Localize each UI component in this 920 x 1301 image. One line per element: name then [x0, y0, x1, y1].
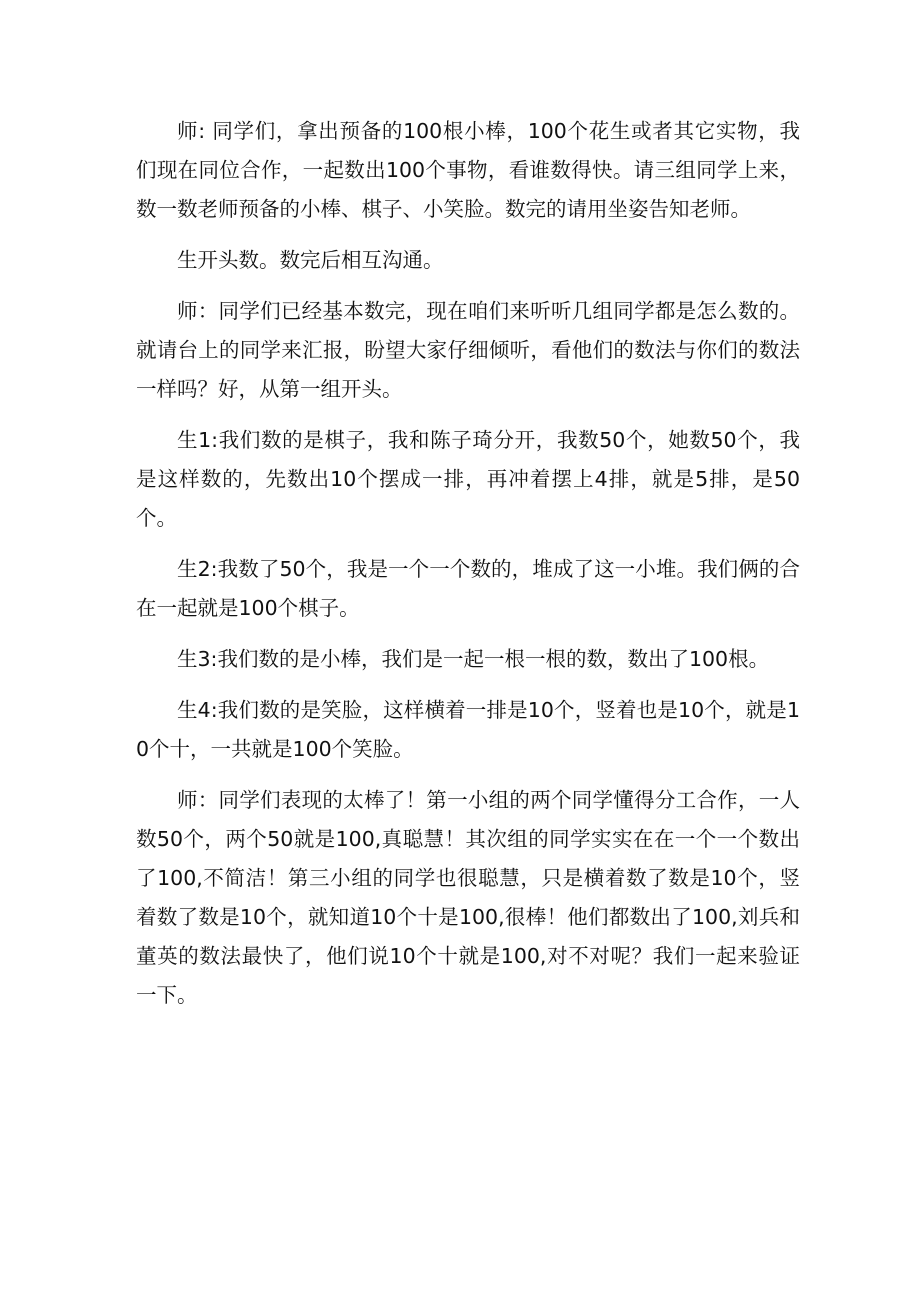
paragraph-teacher-summary: 师：同学们表现的太棒了！第一小组的两个同学懂得分工合作，一人数50个，两个50就是100,真聪慧！其次组的同学实实在在一个一个数出了100,不简洁！第三小组的同学也很聪慧，只是横着数了数是10个，竖着数了数是10个，就知道10个十是100,很棒！他们都数出了100,刘兵和董英的数法最快了，他们说10个十就是100,对不对呢？我们一起来验证一下。: [136, 788, 800, 1007]
paragraph-student-3: 生3:我们数的是小棒，我们是一起一根一根的数，数出了100根。: [177, 647, 770, 671]
paragraph-student-4: 生4:我们数的是笑脸，这样横着一排是10个，竖着也是10个，就是10个十，一共就是100个笑脸。: [136, 698, 800, 761]
paragraph-students-start: 生开头数。数完后相互沟通。: [177, 248, 444, 272]
document-page: [136, 112, 800, 1027]
paragraph-teacher-instruction: 师: 同学们，拿出预备的100根小棒，100个花生或者其它实物，我们现在同位合作，一起数出100个事物，看谁数得快。请三组同学上来，数一数老师预备的小棒、棋子、小笑脸。数完的请用坐姿告知老师。: [136, 119, 800, 221]
paragraph-student-1: 生1:我们数的是棋子，我和陈子琦分开，我数50个，她数50个，我是这样数的，先数出10个摆成一排，再冲着摆上4排，就是5排，是50个。: [136, 428, 800, 530]
paragraph-teacher-ask: 师：同学们已经基本数完，现在咱们来听听几组同学都是怎么数的。就请台上的同学来汇报，盼望大家仔细倾听，看他们的数法与你们的数法一样吗？好，从第一组开头。: [136, 299, 800, 401]
paragraph-student-2: 生2:我数了50个，我是一个一个数的，堆成了这一小堆。我们俩的合在一起就是100个棋子。: [136, 557, 800, 620]
